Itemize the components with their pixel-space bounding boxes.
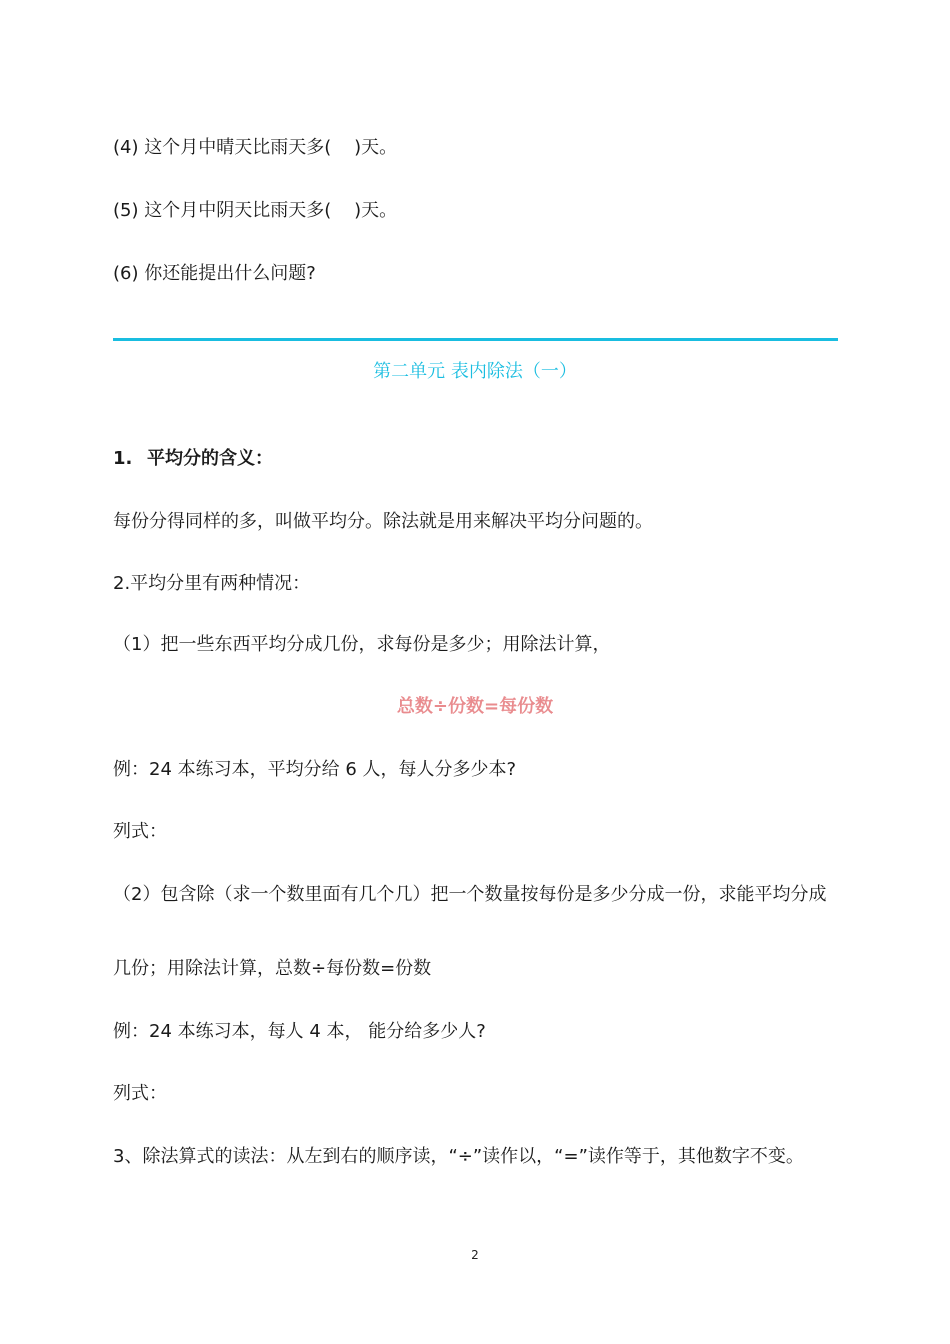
formula-label-1: 列式： [113,821,167,842]
page-number: 2 [471,1248,479,1262]
formula-highlight: 总数÷份数=每份数 [396,696,554,717]
example-1: 例：24 本练习本，平均分给 6 人，每人分多少本? [113,759,517,780]
section-1-heading [113,447,273,471]
example-2: 例：24 本练习本，每人 4 本， 能分给多少人? [113,1021,486,1042]
case-1-text: （1）把一些东西平均分成几份，求每份是多少；用除法计算， [113,634,611,655]
case-2-line-2: 几份；用除法计算，总数÷每份数=份数 [113,958,432,979]
case-2-line-1: （2）包含除（求一个数里面有几个几）把一个数量按每份是多少分成一份，求能平均分成 [113,884,827,905]
section-divider [113,338,838,341]
question-4: (4) 这个月中晴天比雨天多( )天。 [113,137,398,158]
unit-title: 第二单元 表内除法（一） [373,361,577,382]
section-2-heading: 2.平均分里有两种情况： [113,573,311,594]
section-3-text: 3、除法算式的读法：从左到右的顺序读，“÷”读作以，“=”读作等于，其他数字不变。 [113,1146,804,1167]
question-5: (5) 这个月中阴天比雨天多( )天。 [113,200,398,221]
section-1-heading-text: 平均分的含义： [147,448,273,469]
formula-label-2: 列式： [113,1083,167,1104]
question-6: (6) 你还能提出什么问题? [113,263,316,284]
definition-text: 每份分得同样的多，叫做平均分。除法就是用来解决平均分问题的。 [113,511,653,532]
section-1-number: 1. [113,448,133,469]
